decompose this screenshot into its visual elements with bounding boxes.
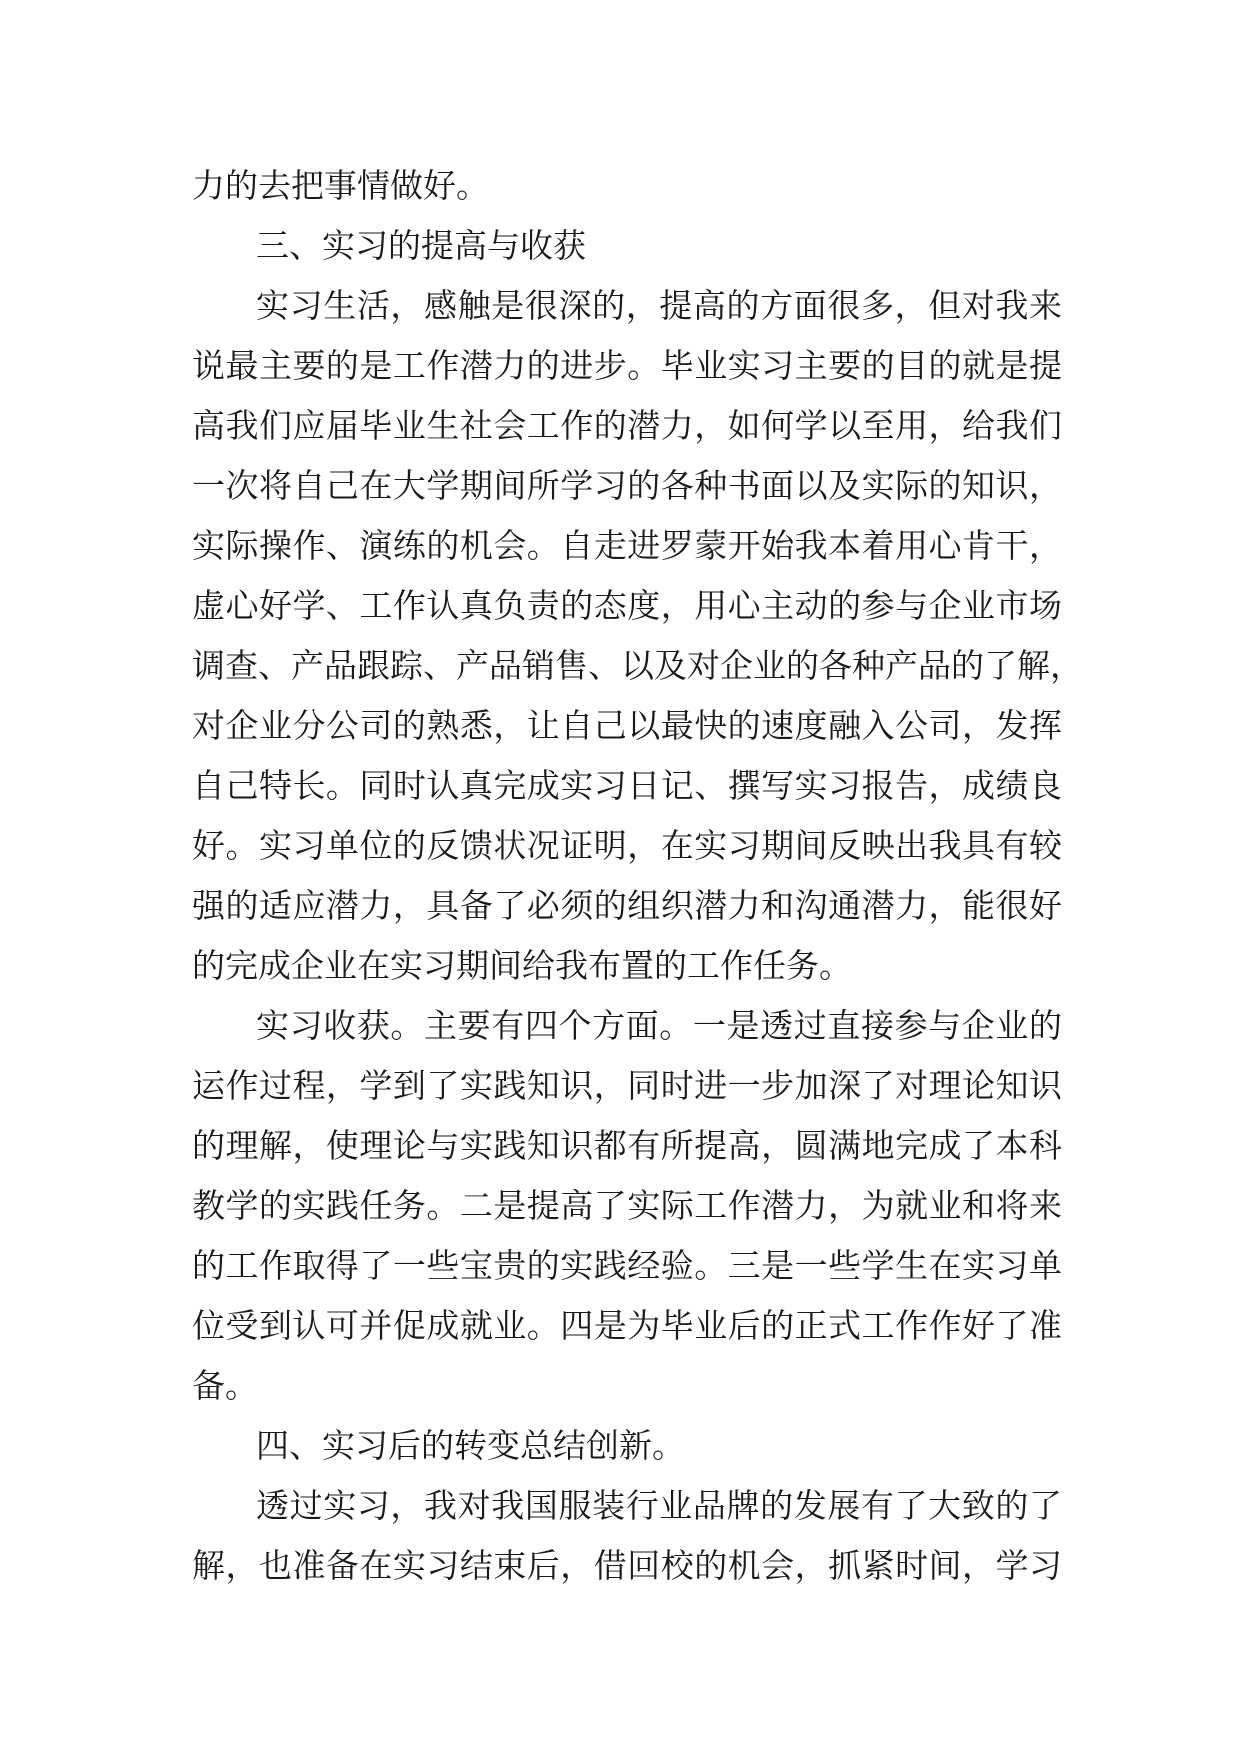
text-line: 实习生活，感触是很深的，提高的方面很多，但对我来	[256, 286, 1062, 325]
text-line: 透过实习，我对我国服装行业品牌的发展有了大致的了	[256, 1486, 1062, 1525]
text-line: 的理解，使理论与实践知识都有所提高，圆满地完成了本科	[192, 1126, 1062, 1165]
text-line: 的完成企业在实习期间给我布置的工作任务。	[192, 946, 852, 985]
section-heading: 四、实习后的转变总结创新。	[256, 1426, 685, 1465]
text-line: 教学的实践任务。二是提高了实际工作潜力，为就业和将来	[192, 1186, 1062, 1225]
text-line: 实际操作、演练的机会。自走进罗蒙开始我本着用心肯干，	[192, 526, 1062, 565]
text-line: 解，也准备在实习结束后，借回校的机会，抓紧时间，学习	[192, 1546, 1062, 1585]
text-line: 位受到认可并促成就业。四是为毕业后的正式工作作好了准	[192, 1306, 1062, 1345]
text-line: 虚心好学、工作认真负责的态度，用心主动的参与企业市场	[192, 586, 1062, 625]
text-line: 实习收获。主要有四个方面。一是透过直接参与企业的	[256, 1006, 1062, 1045]
text-line: 备。	[192, 1366, 258, 1405]
text-line: 好。实习单位的反馈状况证明，在实习期间反映出我具有较	[192, 826, 1062, 865]
text-line: 力的去把事情做好。	[192, 166, 489, 205]
text-line: 对企业分公司的熟悉，让自己以最快的速度融入公司，发挥	[192, 706, 1062, 745]
text-line: 的工作取得了一些宝贵的实践经验。三是一些学生在实习单	[192, 1246, 1062, 1285]
text-line: 自己特长。同时认真完成实习日记、撰写实习报告，成绩良	[192, 766, 1062, 805]
text-line: 强的适应潜力，具备了必须的组织潜力和沟通潜力，能很好	[192, 886, 1062, 925]
text-line: 一次将自己在大学期间所学习的各种书面以及实际的知识，	[192, 466, 1062, 505]
text-line: 高我们应届毕业生社会工作的潜力，如何学以至用，给我们	[192, 406, 1062, 445]
text-line: 调查、产品跟踪、产品销售、以及对企业的各种产品的了解，	[192, 646, 1083, 685]
section-heading: 三、实习的提高与收获	[256, 226, 586, 265]
text-line: 运作过程，学到了实践知识，同时进一步加深了对理论知识	[192, 1066, 1062, 1105]
text-line: 说最主要的是工作潜力的进步。毕业实习主要的目的就是提	[192, 346, 1062, 385]
